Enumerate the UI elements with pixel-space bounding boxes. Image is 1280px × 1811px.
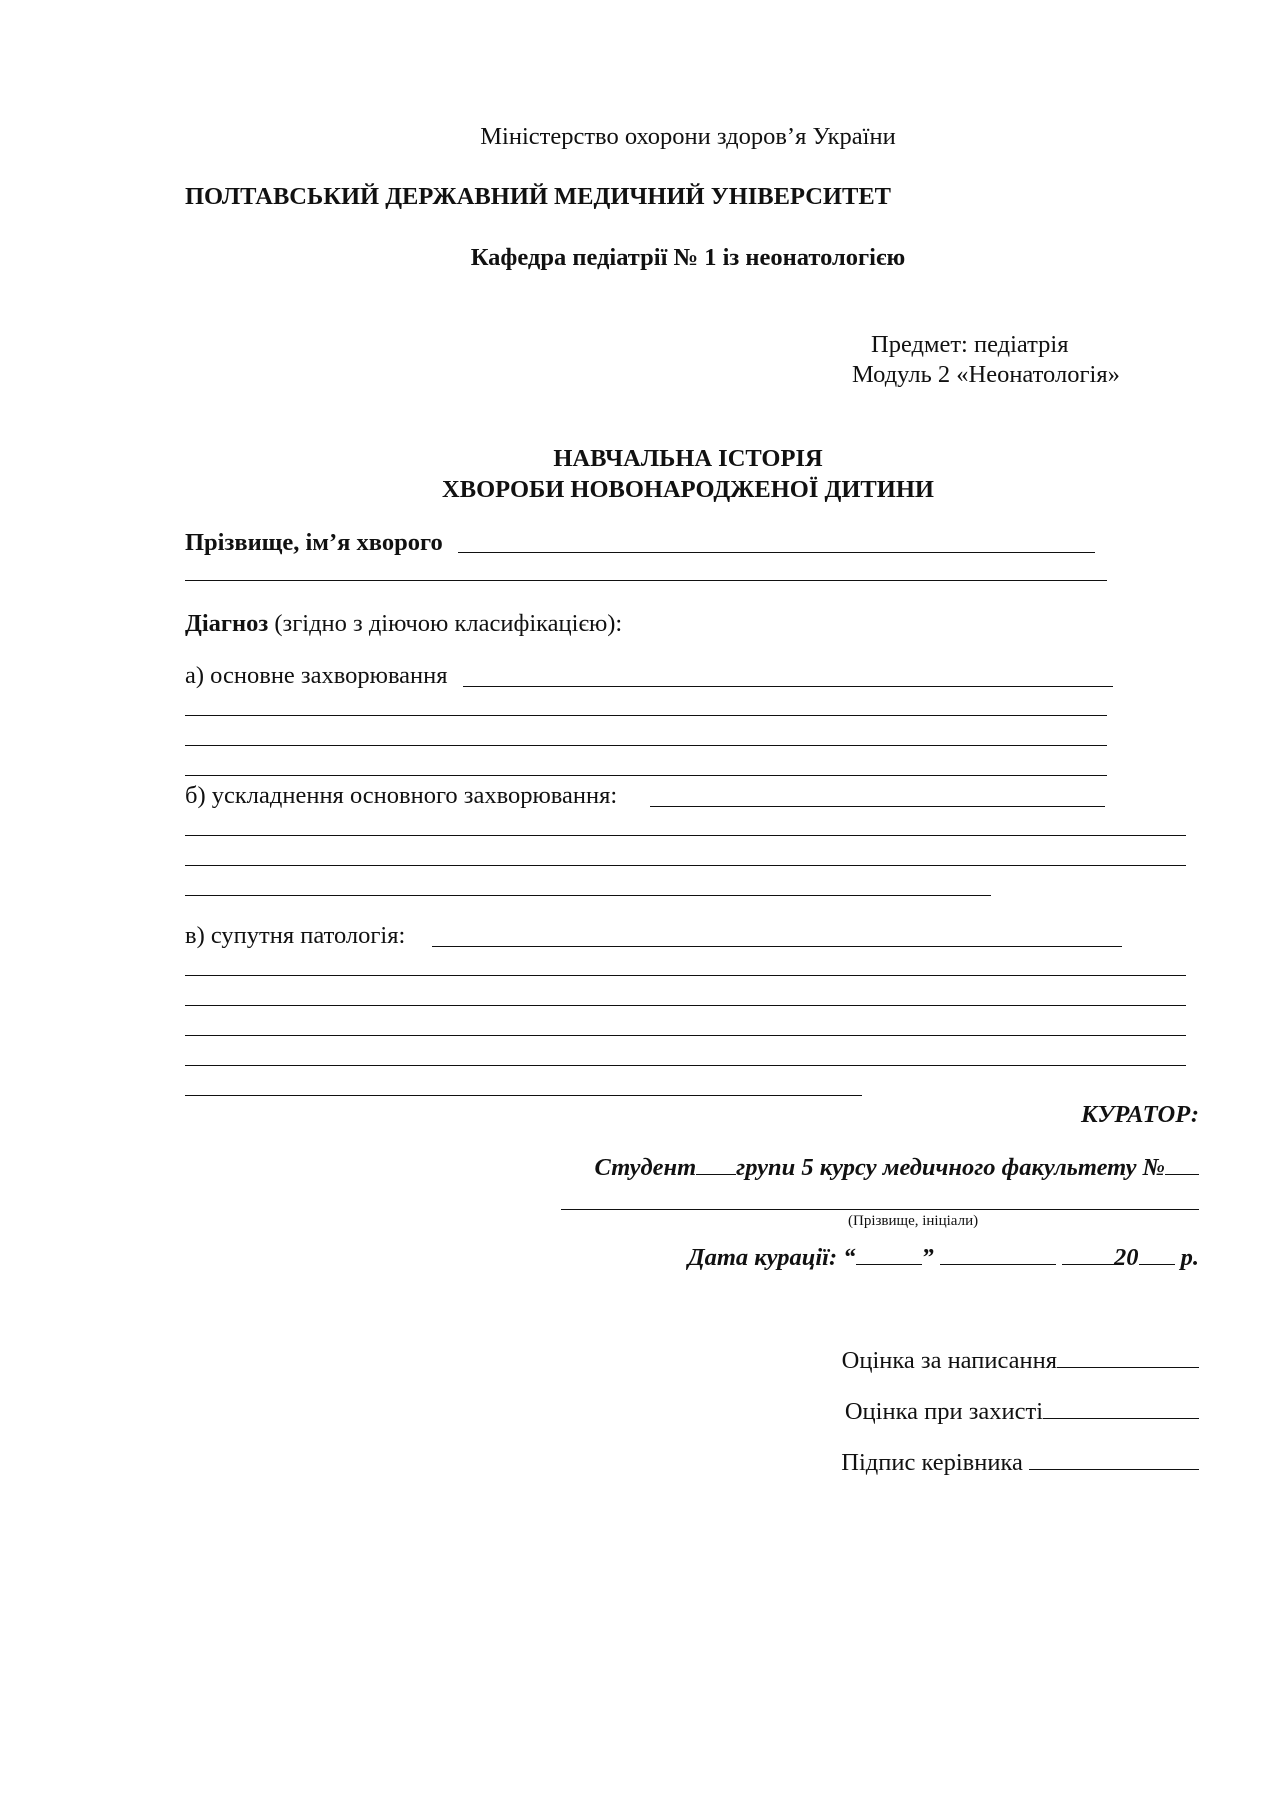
curation-year-suffix: р. bbox=[1174, 1244, 1199, 1271]
ministry-name: Міністерство охорони здоров’я України bbox=[480, 123, 896, 150]
diagnosis-label: Діагноз bbox=[185, 610, 269, 637]
complications-field[interactable] bbox=[650, 806, 1105, 807]
defense-grade-line bbox=[845, 1396, 1199, 1427]
main-disease-field-line-4[interactable] bbox=[185, 775, 1107, 776]
writing-grade-field[interactable] bbox=[1057, 1345, 1199, 1368]
module-line: Модуль 2 «Неонатологія» bbox=[852, 361, 1120, 388]
curator-name-field[interactable] bbox=[561, 1209, 1199, 1210]
comorbid-field-line-3[interactable] bbox=[185, 1005, 1186, 1006]
curation-year-prefix-field[interactable] bbox=[1062, 1242, 1114, 1265]
supervisor-signature-line bbox=[841, 1447, 1199, 1478]
curation-date-line bbox=[688, 1242, 1199, 1273]
complications-label: б) ускладнення основного захворювання: bbox=[185, 782, 618, 809]
comorbid-field[interactable] bbox=[432, 946, 1122, 947]
diagnosis-note: (згідно з діючою класифікацією): bbox=[268, 610, 623, 637]
defense-grade-field[interactable] bbox=[1043, 1396, 1199, 1419]
diagnosis-heading bbox=[185, 609, 622, 639]
comorbid-field-line-2[interactable] bbox=[185, 975, 1186, 976]
student-faculty-number-field[interactable] bbox=[1165, 1152, 1199, 1175]
student-prefix: Студент bbox=[594, 1154, 697, 1181]
complications-field-line-4[interactable] bbox=[185, 895, 991, 896]
main-disease-field[interactable] bbox=[463, 686, 1113, 687]
curation-day-field[interactable] bbox=[856, 1242, 922, 1265]
writing-grade-label: Оцінка за написання bbox=[841, 1347, 1057, 1374]
student-group-line bbox=[595, 1152, 1199, 1183]
curation-year-suffix-field[interactable] bbox=[1139, 1242, 1175, 1265]
complications-field-line-3[interactable] bbox=[185, 865, 1186, 866]
comorbid-label: в) супутня патологія: bbox=[185, 922, 406, 949]
patient-name-label: Прізвище, ім’я хворого bbox=[185, 529, 443, 556]
patient-name-field-line-2[interactable] bbox=[185, 580, 1107, 581]
comorbid-field-line-6[interactable] bbox=[185, 1095, 862, 1096]
curation-date-label: Дата курації: “ bbox=[687, 1244, 856, 1271]
university-name: ПОЛТАВСЬКИЙ ДЕРЖАВНИЙ МЕДИЧНИЙ УНІВЕРСИТЕТ bbox=[185, 183, 892, 210]
curation-month-field[interactable] bbox=[940, 1242, 1056, 1265]
student-course-text: групи 5 курсу медичного факультету № bbox=[736, 1154, 1165, 1181]
curator-name-caption: (Прізвище, ініціали) bbox=[848, 1213, 979, 1229]
supervisor-signature-field[interactable] bbox=[1029, 1447, 1199, 1470]
comorbid-field-line-5[interactable] bbox=[185, 1065, 1186, 1066]
document-title-line-1: НАВЧАЛЬНА ІСТОРІЯ bbox=[553, 445, 823, 472]
curation-year-prefix: 20 bbox=[1114, 1244, 1139, 1271]
student-group-field[interactable] bbox=[696, 1152, 736, 1175]
main-disease-label: а) основне захворювання bbox=[185, 662, 448, 689]
curator-heading: КУРАТОР: bbox=[1081, 1101, 1199, 1128]
curation-date-quote-close: ” bbox=[921, 1244, 934, 1271]
subject-line: Предмет: педіатрія bbox=[871, 331, 1069, 358]
writing-grade-line bbox=[842, 1345, 1199, 1376]
complications-field-line-2[interactable] bbox=[185, 835, 1186, 836]
defense-grade-label: Оцінка при захисті bbox=[844, 1398, 1043, 1425]
supervisor-signature-label: Підпис керівника bbox=[841, 1449, 1029, 1476]
department-name: Кафедра педіатрії № 1 із неонатологією bbox=[470, 244, 906, 271]
main-disease-field-line-3[interactable] bbox=[185, 745, 1107, 746]
main-disease-field-line-2[interactable] bbox=[185, 715, 1107, 716]
comorbid-field-line-4[interactable] bbox=[185, 1035, 1186, 1036]
patient-name-field[interactable] bbox=[458, 552, 1095, 553]
document-title-line-2: ХВОРОБИ НОВОНАРОДЖЕНОЇ ДИТИНИ bbox=[442, 476, 934, 503]
